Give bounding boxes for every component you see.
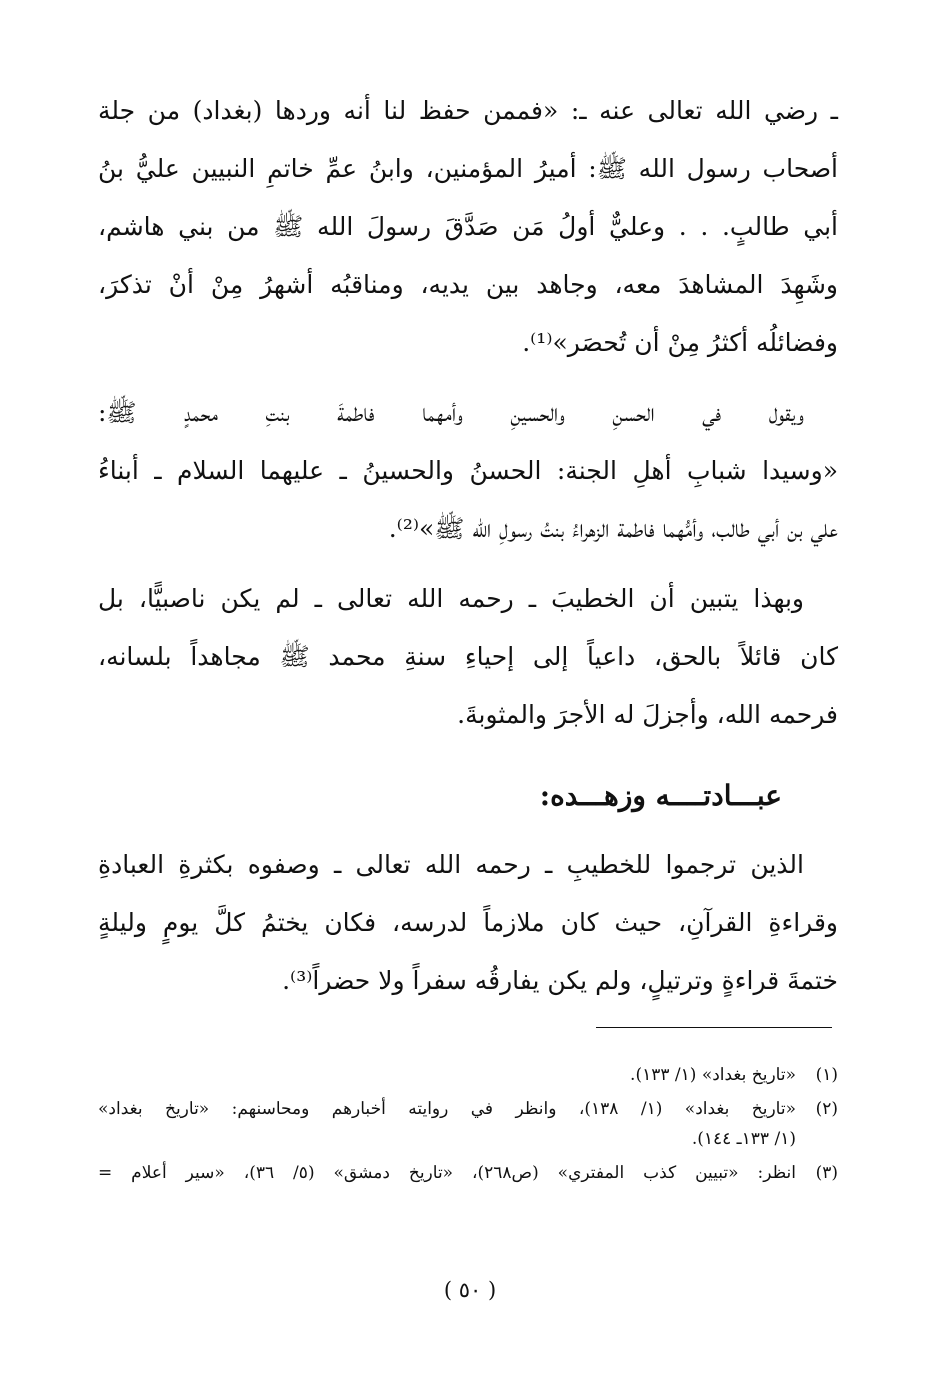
text-line: وشَهِدَ المشاهدَ معه، وجاهد بين يديه، ومناقبُه أشهرُ مِنْ أنْ تذكرَ، <box>98 270 838 299</box>
footnote-3 <box>98 1158 838 1188</box>
page-number: ( ٥٠ ) <box>443 1278 497 1302</box>
text-line: فرحمه الله، وأجزلَ له الأجرَ والمثوبةَ. <box>457 700 838 729</box>
text-line: وبهذا يتبين أن الخطيبَ ـ رحمه الله تعالى ـ لم يكن ناصبيًّا، بل <box>98 584 804 613</box>
paragraph-1 <box>98 82 838 372</box>
footnote-text <box>98 1158 796 1188</box>
text-line: ـ رضي الله تعالى عنه ـ: «فممن حفظ لنا أنه وردها (بغداد) من جلة <box>98 96 838 125</box>
section-heading: عبـــادتــــه وزهـــده: <box>539 779 782 812</box>
footnote-1 <box>98 1060 838 1090</box>
footnote-text <box>98 1060 796 1090</box>
text-line: علي بن أبي طالب، وأمُّهما فاطمة الزهراءُ بنتُ رسولِ الله ﷺ»⁽²⁾. <box>388 514 838 543</box>
footnote-line: (١/ ١٣٣ـ ١٤٤). <box>691 1129 796 1149</box>
text-line: أبي طالبٍ. . . وعليٌّ أولُ مَن صَدَّقَ رسولَ الله ﷺ من بني هاشم، <box>98 212 838 241</box>
footnote-number: (٣) <box>815 1163 838 1183</box>
paragraph-3 <box>98 570 838 744</box>
footnote-2 <box>98 1094 838 1154</box>
text-line: ختمةَ قراءةٍ وترتيلٍ، ولم يكن يفارقُه سفراً ولا حضراً⁽³⁾. <box>282 966 838 995</box>
footnote-number: (٢) <box>815 1099 838 1119</box>
text-line: وفضائلُه أكثرُ مِنْ أن تُحصَر»⁽¹⁾. <box>522 328 838 357</box>
footnote-line: «تاريخ بغداد» (١/ ١٣٨)، وانظر في روايته أخبارهم ومحاسنهم: «تاريخ بغداد» <box>98 1099 796 1119</box>
footnote-text <box>98 1094 796 1154</box>
footnote-line: «تاريخ بغداد» (١/ ١٣٣). <box>630 1065 796 1085</box>
text-line: «وسيدا شبابِ أهلِ الجنة: الحسنُ والحسينُ ـ عليهما السلام ـ أبناءُ <box>98 456 838 485</box>
text-line: ويقول في الحسنِ والحسينِ وأمهما فاطمةَ بنتِ محمدٍ ﷺ: <box>98 398 804 427</box>
text-line: وقراءةِ القرآنِ، حيث كان ملازماً لدرسه، فكان يختمُ كلَّ يومٍ وليلةٍ <box>98 908 838 937</box>
paragraph-2 <box>98 384 838 558</box>
text-line: أصحاب رسول الله ﷺ: أميرُ المؤمنين، وابنُ عمِّ خاتمِ النبيين عليُّ بنُ <box>98 154 838 183</box>
footnote-number: (١) <box>815 1065 838 1085</box>
body-text <box>98 82 838 1022</box>
text-line: كان قائلاً بالحق، داعياً إلى إحياءِ سنةِ محمد ﷺ مجاهداً بلسانه، <box>98 642 838 671</box>
footnotes <box>98 1060 838 1192</box>
footnote-line: انظر: «تبيين كذب المفتري» (ص٢٦٨)، «تاريخ دمشق» (٥/ ٣٦)، «سير أعلام = <box>98 1163 796 1183</box>
paragraph-4 <box>98 836 838 1010</box>
footnote-divider <box>596 1027 832 1028</box>
text-line: الذين ترجموا للخطيبِ ـ رحمه الله تعالى ـ وصفوه بكثرةِ العبادةِ <box>98 850 804 879</box>
